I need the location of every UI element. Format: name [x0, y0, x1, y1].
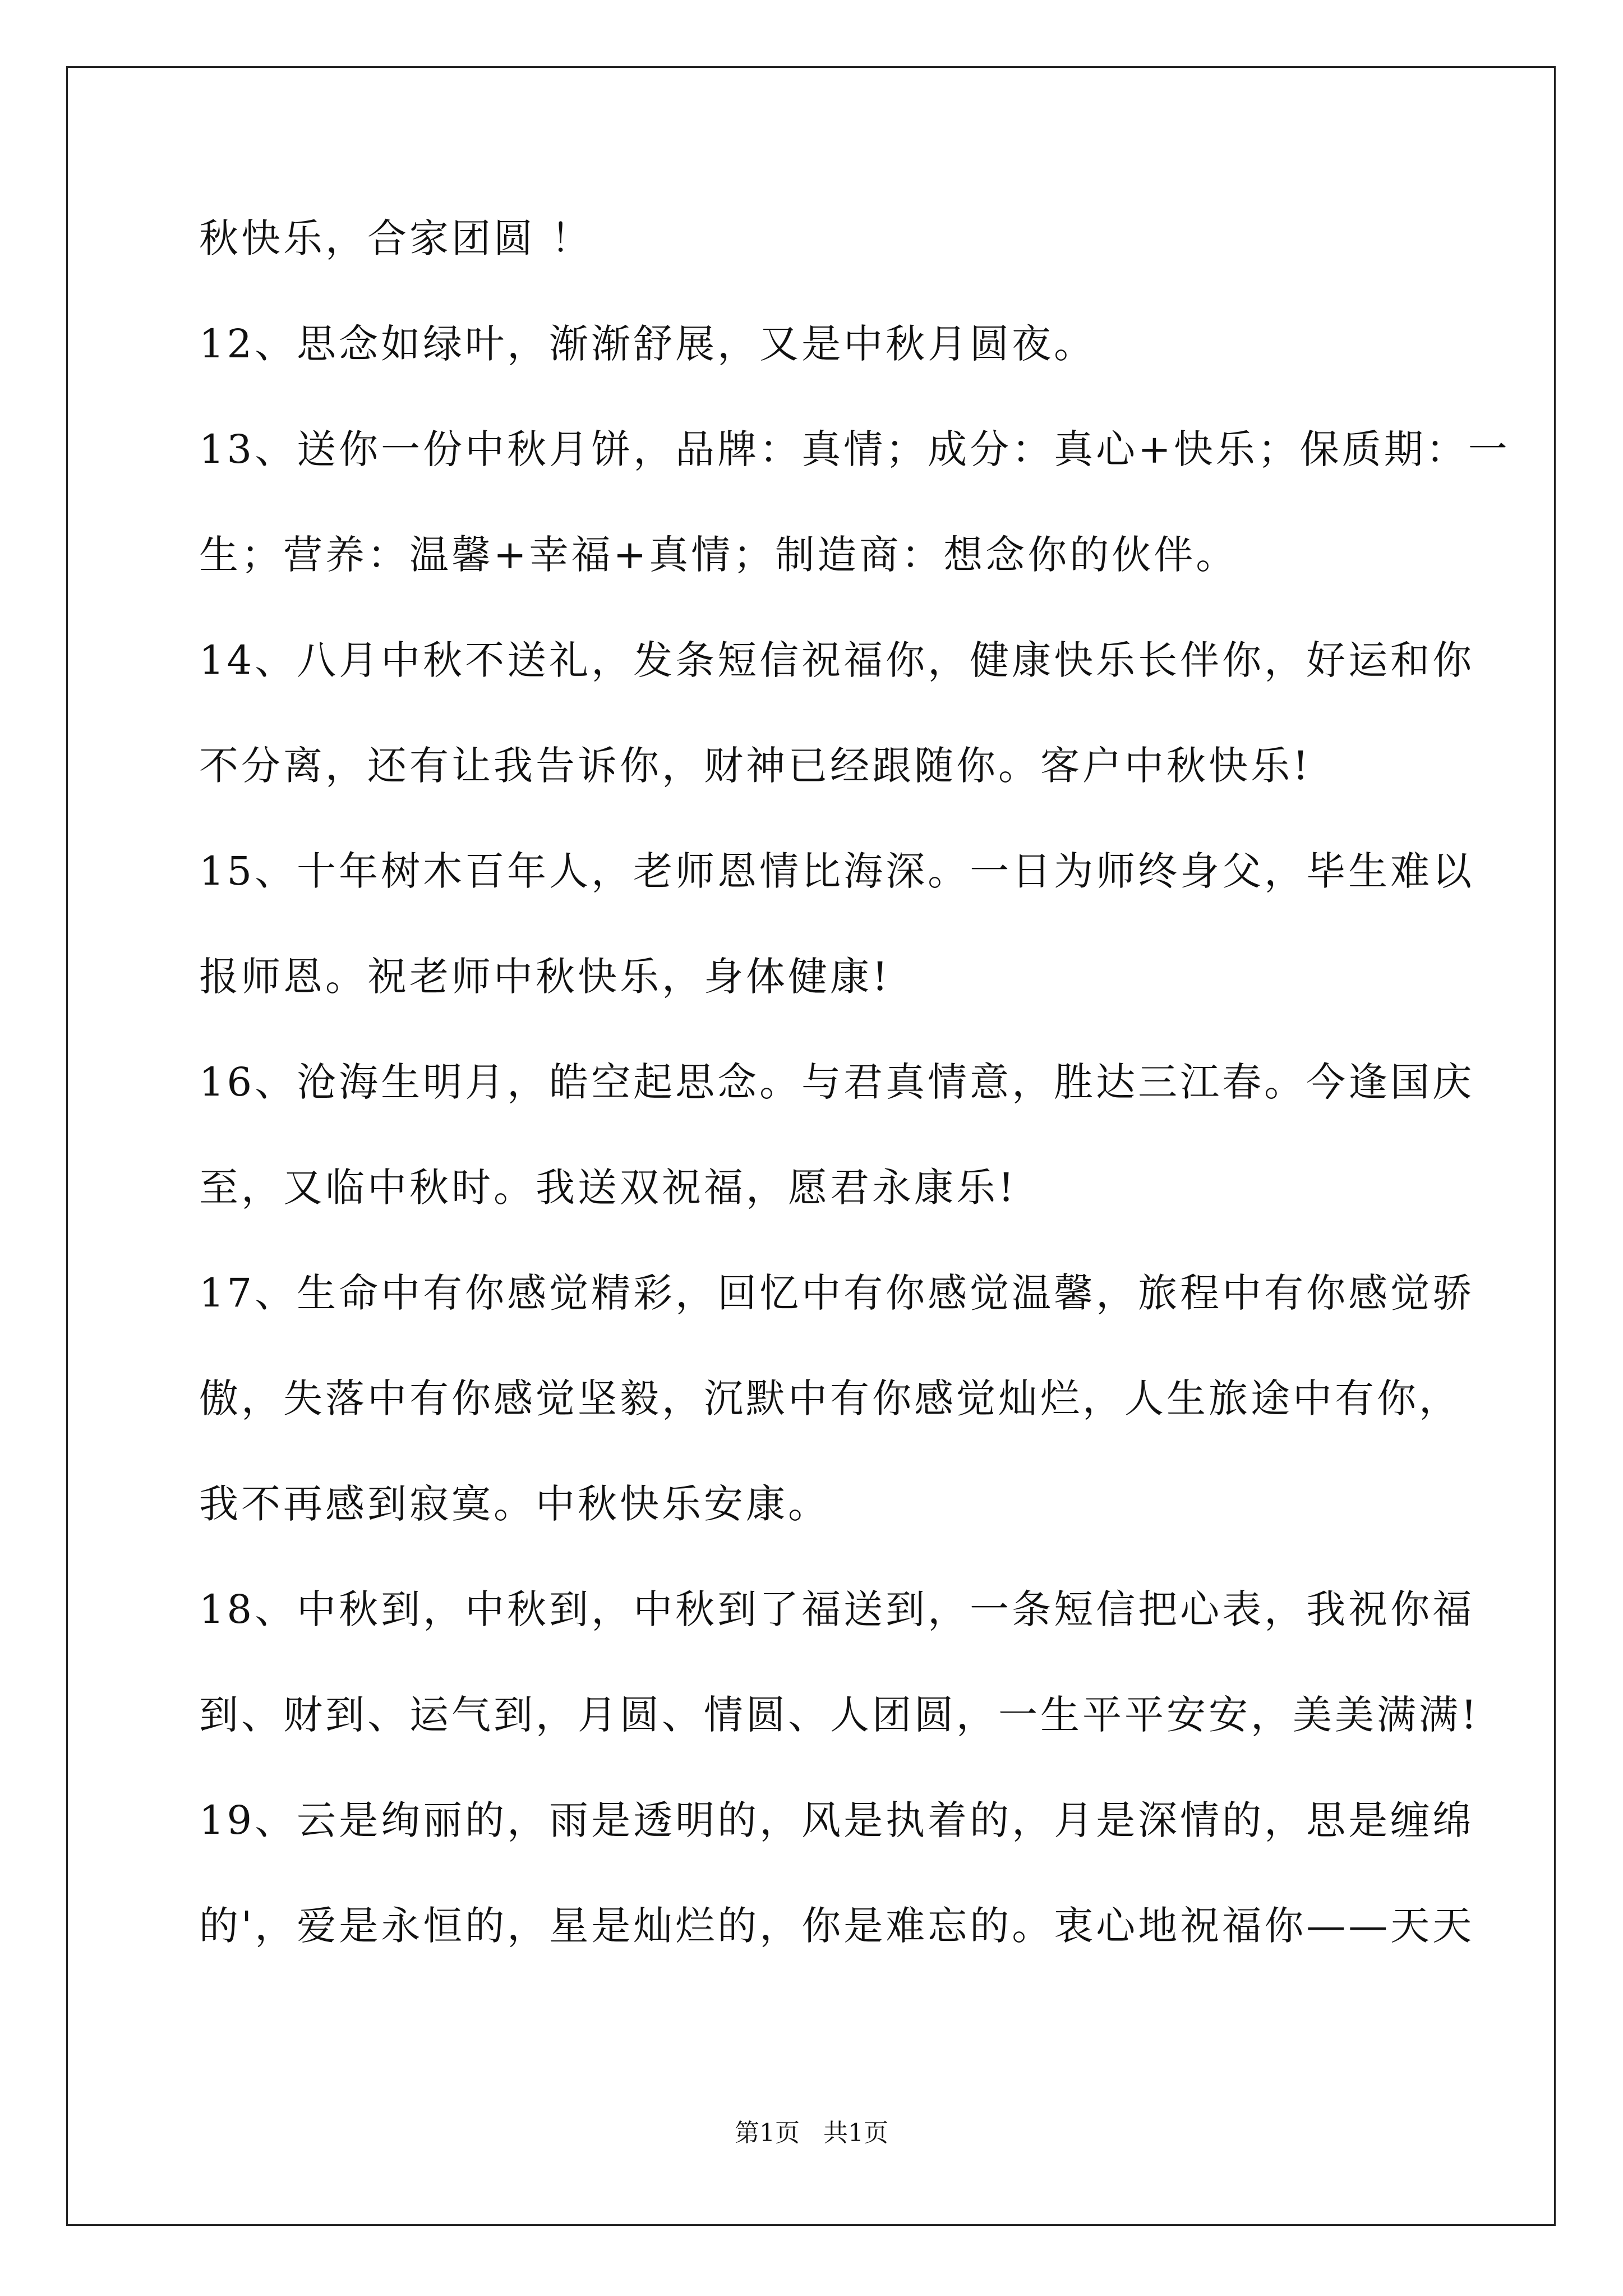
text-line: 不分离，还有让我告诉你，财神已经跟随你。客户中秋快乐!	[199, 743, 1312, 789]
text-line: 的'，爱是永恒的，星是灿烂的，你是难忘的。衷心地祝福你——天天	[199, 1903, 1475, 1949]
text-line: 13、送你一份中秋月饼，品牌：真情；成分：真心+快乐；保质期：一	[199, 426, 1510, 472]
text-line: 17、生命中有你感觉精彩，回忆中有你感觉温馨，旅程中有你感觉骄	[199, 1270, 1475, 1316]
text-line: 报师恩。祝老师中秋快乐，身体健康!	[199, 954, 891, 1000]
text-line: 秋快乐，合家团圆 ！	[199, 215, 593, 261]
text-line: 我不再感到寂寞。中秋快乐安康。	[199, 1481, 830, 1527]
text-line: 15、十年树木百年人，老师恩情比海深。一日为师终身父，毕生难以	[199, 848, 1475, 894]
page-footer: 第1页 共1页	[735, 2119, 888, 2147]
text-line: 到、财到、运气到，月圆、情圆、人团圆，一生平平安安，美美满满!	[199, 1692, 1480, 1738]
text-line: 16、沧海生明月，皓空起思念。与君真情意，胜达三江春。今逢国庆	[199, 1059, 1475, 1105]
text-line: 傲，失落中有你感觉坚毅，沉默中有你感觉灿烂，人生旅途中有你，	[199, 1375, 1461, 1421]
text-line: 生；营养：温馨+幸福+真情；制造商：想念你的伙伴。	[199, 532, 1238, 578]
text-line: 12、思念如绿叶，渐渐舒展，又是中秋月圆夜。	[199, 321, 1096, 367]
text-line: 至，又临中秋时。我送双祝福，愿君永康乐!	[199, 1165, 1017, 1211]
text-line: 14、八月中秋不送礼，发条短信祝福你，健康快乐长伴你，好运和你	[199, 637, 1475, 683]
text-line: 19、云是绚丽的，雨是透明的，风是执着的，月是深情的，思是缠绵	[199, 1797, 1475, 1843]
text-line: 18、中秋到，中秋到，中秋到了福送到，一条短信把心表，我祝你福	[199, 1586, 1475, 1632]
